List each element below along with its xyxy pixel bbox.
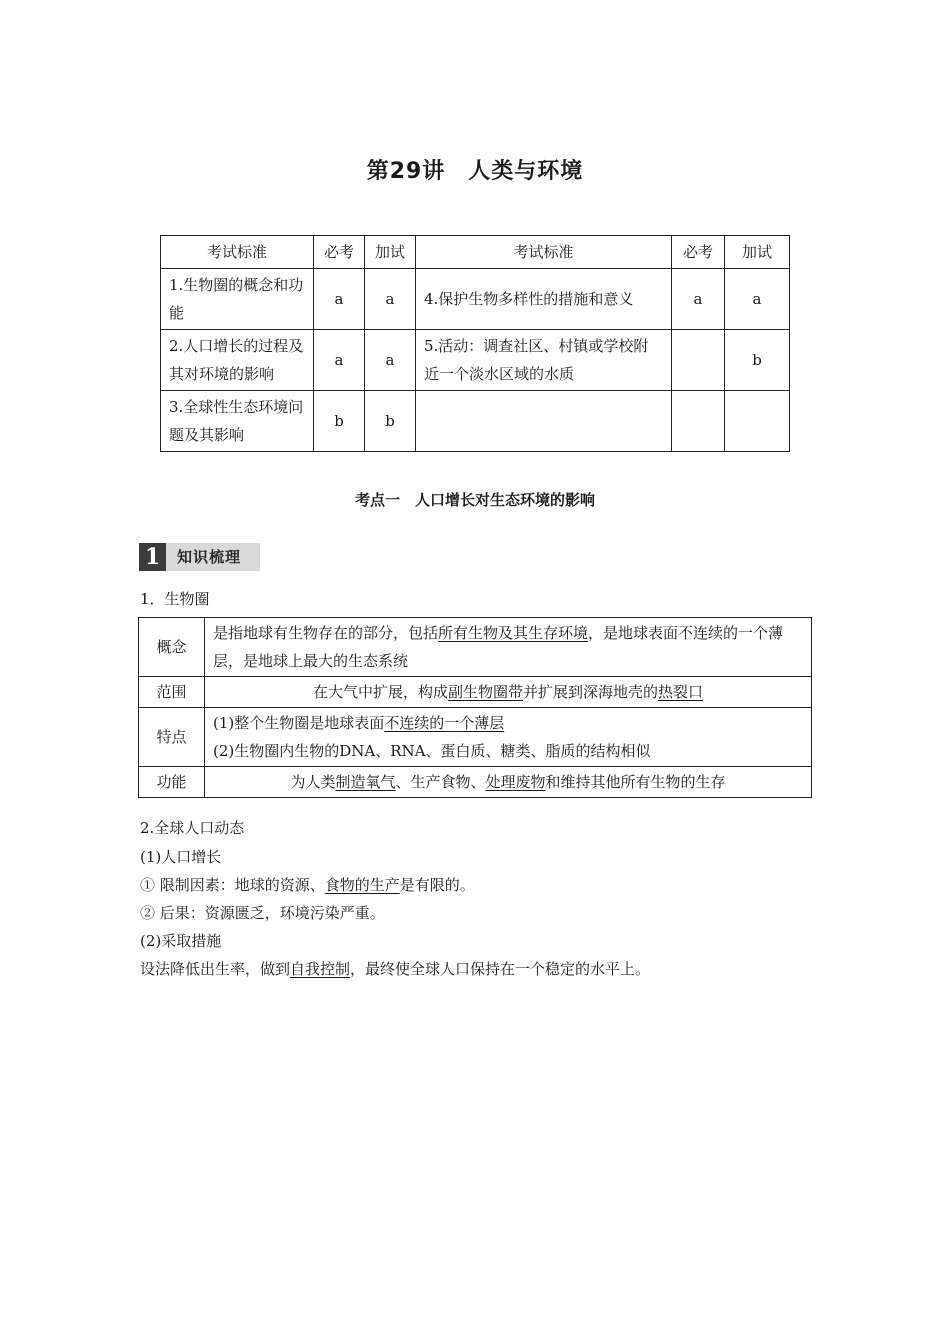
- consequences-text: ② 后果：资源匮乏，环境污染严重。: [140, 904, 385, 922]
- table-row: [161, 269, 790, 330]
- biosphere-heading: 1．生物圈: [140, 590, 210, 608]
- header-standard-left: 考试标准: [161, 236, 314, 269]
- key-term: 副生物圈带: [447, 683, 523, 701]
- key-term: 制造氧气: [335, 773, 396, 791]
- standard-item: 1.生物圈的概念和功能: [161, 269, 314, 330]
- key-term: 处理废物: [485, 773, 546, 791]
- standard-item: 5.活动：调查社区、村镇或学校附近一个淡水区域的水质: [416, 330, 672, 391]
- badge-label: 知识梳理: [177, 548, 242, 566]
- required-level: a: [314, 269, 365, 330]
- key-term: 自我控制: [290, 960, 351, 978]
- key-term: 不连续的一个薄层: [384, 714, 505, 732]
- standard-item: 3.全球性生态环境问题及其影响: [161, 391, 314, 452]
- feature-text: (1)整个生物圈是地球表面不连续的一个薄层 (2)生物圈内生物的DNA、RNA、蛋白质、糖类、脂质的结构相似: [205, 708, 812, 767]
- header-extra-left: 加试: [365, 236, 416, 269]
- header-extra-right: 加试: [725, 236, 790, 269]
- standard-item: 4.保护生物多样性的措施和意义: [416, 269, 672, 330]
- population-heading: 2.全球人口动态: [140, 819, 245, 837]
- row-key: 概念: [139, 618, 205, 677]
- extra-level: b: [365, 391, 416, 452]
- row-key: 范围: [139, 677, 205, 708]
- table-row: [139, 677, 812, 708]
- exam-standards-table: [160, 235, 790, 452]
- key-term: 所有生物及其生存环境: [438, 624, 589, 642]
- header-standard-right: 考试标准: [416, 236, 672, 269]
- standard-item: 2.人口增长的过程及其对环境的影响: [161, 330, 314, 391]
- limiting-factors-text: ① 限制因素：地球的资源、食物的生产是有限的。: [140, 876, 475, 894]
- biosphere-table: [138, 617, 812, 798]
- row-key: 特点: [139, 708, 205, 767]
- section-badge: [139, 543, 260, 571]
- table-header-row: [161, 236, 790, 269]
- measures-text: 设法降低出生率，做到自我控制，最终使全球人口保持在一个稳定的水平上。: [140, 960, 651, 978]
- function-text: 为人类制造氧气、生产食物、处理废物和维持其他所有生物的生存: [205, 767, 812, 798]
- extra-level: [725, 391, 790, 452]
- measures-subheading: (2)采取措施: [140, 932, 222, 950]
- extra-level: a: [725, 269, 790, 330]
- table-row: [139, 618, 812, 677]
- population-growth-subheading: (1)人口增长: [140, 848, 222, 866]
- required-level: a: [314, 330, 365, 391]
- key-term: 食物的生产: [324, 876, 400, 894]
- header-required-right: 必考: [672, 236, 725, 269]
- row-key: 功能: [139, 767, 205, 798]
- required-level: a: [672, 269, 725, 330]
- badge-number: 1: [139, 543, 166, 571]
- concept-text: 是指地球有生物存在的部分，包括所有生物及其生存环境，是地球表面不连续的一个薄层，是地球上最大的生态系统: [205, 618, 812, 677]
- table-row: [139, 708, 812, 767]
- range-text: 在大气中扩展，构成副生物圈带并扩展到深海地壳的热裂口: [205, 677, 812, 708]
- table-row: [139, 767, 812, 798]
- required-level: [672, 330, 725, 391]
- header-required-left: 必考: [314, 236, 365, 269]
- table-row: [161, 330, 790, 391]
- extra-level: a: [365, 269, 416, 330]
- table-row: [161, 391, 790, 452]
- extra-level: b: [725, 330, 790, 391]
- required-level: b: [314, 391, 365, 452]
- key-term: 热裂口: [658, 683, 704, 701]
- extra-level: a: [365, 330, 416, 391]
- page-title: 第29讲 人类与环境: [366, 159, 584, 184]
- standard-item: [416, 391, 672, 452]
- section-title: 考点一 人口增长对生态环境的影响: [354, 491, 595, 509]
- required-level: [672, 391, 725, 452]
